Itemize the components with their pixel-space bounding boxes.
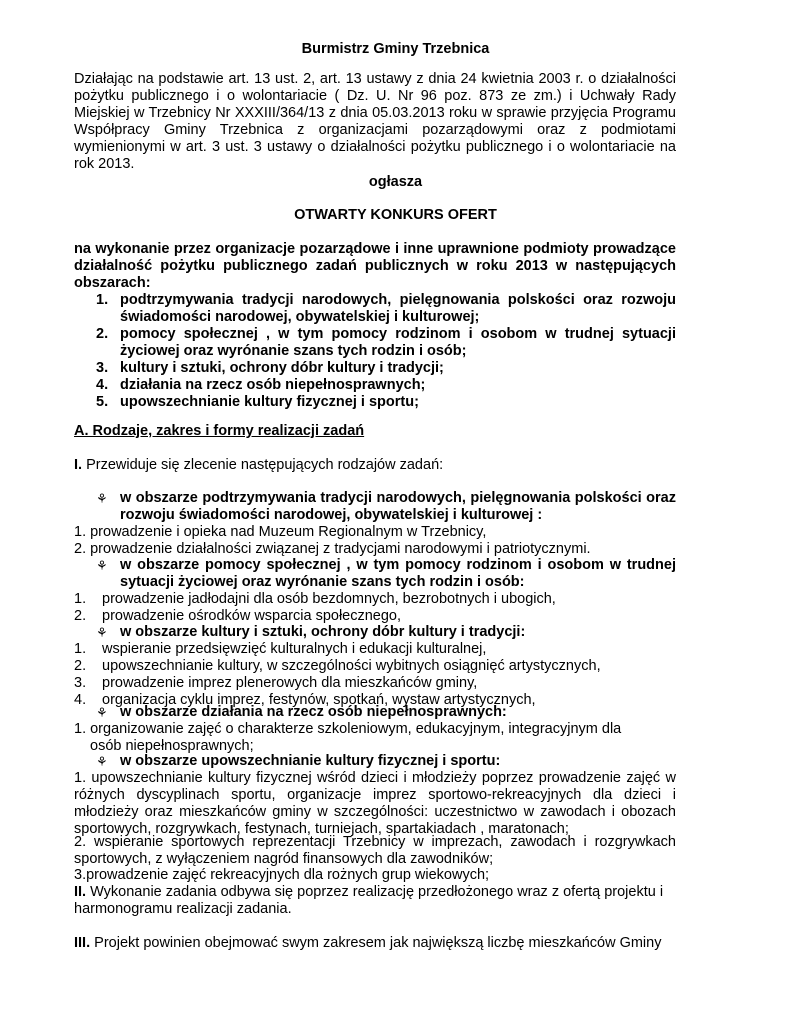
group-heading-text: w obszarze podtrzymywania tradycji narodowych, pielęgnowania polskości oraz rozwoju świadomości narodowej, obywatelskiej i kulturowej :	[120, 490, 676, 523]
group-heading-text: w obszarze upowszechnianie kultury fizycznej i sportu:	[120, 753, 501, 769]
area-text: upowszechnianie kultury fizycznej i sportu;	[120, 394, 419, 410]
flower-bullet-icon: ⚘	[96, 754, 108, 769]
task-item: 1. upowszechnianie kultury fizycznej wśród dzieci i młodzieży poprzez prowadzenie zajęć w różnych dyscyplinach sportu, organizacje imprez sportowo-rekreacyjnych dla dzieci i młodzieży oraz mieszkańców gminy w szczególności: uczestnictwo w zawodach i obozach sportowych, rozgrywkach, festynach, turniejach, spartakiadach , maratonach;	[74, 770, 676, 837]
area-number: 1.	[96, 292, 109, 308]
area-number: 2.	[96, 326, 109, 342]
intro-paragraph: Działając na podstawie art. 13 ust. 2, art. 13 ustawy z dnia 24 kwietnia 2003 r. o działalności pożytku publicznego i o wolontariacie ( Dz. U. Nr 96 poz. 873 ze zm.) i Uchwały Rady Miejskiej w Trzebnicy Nr XXXIII/364/13 z dnia 05.03.2013 roku w sprawie przyjęcia Programu Współpracy Gminy Trzebnica z organizacjami pozarządowymi oraz z podmiotami wymienionymi w art. 3 ust. 3 ustawy o działalności pożytku publicznego i o wolontariacie na rok 2013.	[74, 71, 676, 172]
group-heading-text: w obszarze kultury i sztuki, ochrony dóbr kultury i tradycji:	[120, 624, 526, 640]
area-item	[96, 326, 676, 360]
point-iii-label: III.	[74, 935, 91, 951]
area-group-heading	[96, 704, 676, 721]
point-ii-label: II.	[74, 884, 87, 900]
task-item: 3.prowadzenie zajęć rekreacyjnych dla rożnych grup wiekowych;	[74, 867, 490, 883]
group-heading-text: w obszarze pomocy społecznej , w tym pomocy rodzinom i osobom w trudnej sytuacji życiowej oraz wyrónanie szans tych rodzin i osób:	[120, 557, 676, 590]
area-group-heading	[96, 490, 676, 524]
task-item: 2. prowadzenie działalności związanej z tradycjami narodowymi i patriotycznymi.	[74, 541, 591, 557]
point-ii	[74, 884, 694, 918]
section-a-title: A. Rodzaje, zakres i formy realizacji zadań	[74, 423, 365, 439]
area-number: 3.	[96, 360, 109, 376]
area-item	[96, 360, 676, 377]
area-item	[96, 394, 676, 411]
area-number: 4.	[96, 377, 109, 393]
task-list	[74, 591, 676, 625]
task-item: 2. wspieranie sportowych reprezentacji Trzebnicy w imprezach, zawodach i rozgrywkach sportowych, z wyłączeniem nagród finansowych dla zawodników;	[74, 834, 676, 867]
group-heading-text: w obszarze działania na rzecz osób niepełnosprawnych:	[120, 704, 507, 720]
area-item	[96, 377, 676, 394]
area-group-heading	[96, 753, 676, 770]
point-iii-text: Projekt powinien obejmować swym zakresem jak największą liczbę mieszkańców Gminy	[94, 935, 662, 951]
scope-intro: na wykonanie przez organizacje pozarządowe i inne uprawnione podmioty prowadzące działalność pożytku publicznego zadań publicznych w roku 2013 w następujących obszarach:	[74, 241, 676, 291]
task-number: 3.	[74, 675, 87, 691]
task-list	[74, 721, 634, 755]
task-item: 1. organizowanie zajęć o charakterze szkoleniowym, edukacyjnym, integracyjnym dla osób niepełnosprawnych;	[74, 721, 622, 754]
task-text: prowadzenie imprez plenerowych dla mieszkańców gminy,	[102, 675, 478, 691]
task-text: organizacja cyklu imprez, festynów, spotkań, wystaw artystycznych,	[102, 692, 536, 708]
area-text: działania na rzecz osób niepełnosprawnych;	[120, 377, 426, 393]
task-item	[74, 608, 676, 625]
contest-title: OTWARTY KONKURS OFERT	[294, 207, 497, 223]
task-number: 1.	[74, 641, 87, 657]
task-item: 1. prowadzenie i opieka nad Muzeum Regionalnym w Trzebnicy,	[74, 524, 487, 540]
flower-bullet-icon: ⚘	[96, 491, 108, 506]
area-text: pomocy społecznej , w tym pomocy rodzinom i osobom w trudnej sytuacji życiowej oraz wyrónanie szans tych rodzin i osób;	[120, 326, 676, 359]
flower-bullet-icon: ⚘	[96, 705, 108, 720]
areas-list	[96, 292, 676, 411]
point-i-label: I.	[74, 457, 83, 473]
task-number: 4.	[74, 692, 87, 708]
area-group-heading	[96, 624, 676, 641]
flower-bullet-icon: ⚘	[96, 625, 108, 640]
area-item	[96, 292, 676, 326]
task-text: prowadzenie jadłodajni dla osób bezdomnych, bezrobotnych i ubogich,	[102, 591, 556, 607]
area-group-heading	[96, 557, 676, 591]
task-item	[74, 641, 676, 658]
task-item	[74, 675, 676, 692]
task-item	[74, 658, 676, 675]
task-item	[74, 591, 676, 608]
area-number: 5.	[96, 394, 109, 410]
point-i	[74, 457, 443, 474]
task-number: 2.	[74, 658, 87, 674]
task-number: 1.	[74, 591, 87, 607]
point-ii-text: Wykonanie zadania odbywa się poprzez realizację przedłożonego wraz z ofertą projektu i harmonogramu realizacji zadania.	[74, 884, 664, 917]
task-text: wspieranie przedsięwzięć kulturalnych i edukacji kulturalnej,	[102, 641, 487, 657]
task-number: 2.	[74, 608, 87, 624]
task-text: upowszechnianie kultury, w szczególności wybitnych osiągnięć artystycznych,	[102, 658, 601, 674]
announces-line: ogłasza	[368, 174, 423, 190]
task-list	[74, 641, 676, 709]
task-text: prowadzenie ośrodków wsparcia społecznego,	[102, 608, 402, 624]
area-text: podtrzymywania tradycji narodowych, pielęgnowania polskości oraz rozwoju świadomości narodowej, obywatelskiej i kulturowej;	[120, 292, 676, 325]
area-text: kultury i sztuki, ochrony dóbr kultury i tradycji;	[120, 360, 444, 376]
point-iii	[74, 935, 661, 952]
point-i-text: Przewiduje się zlecenie następujących rodzajów zadań:	[86, 457, 444, 473]
flower-bullet-icon: ⚘	[96, 558, 108, 573]
document-header: Burmistrz Gminy Trzebnica	[301, 41, 490, 57]
